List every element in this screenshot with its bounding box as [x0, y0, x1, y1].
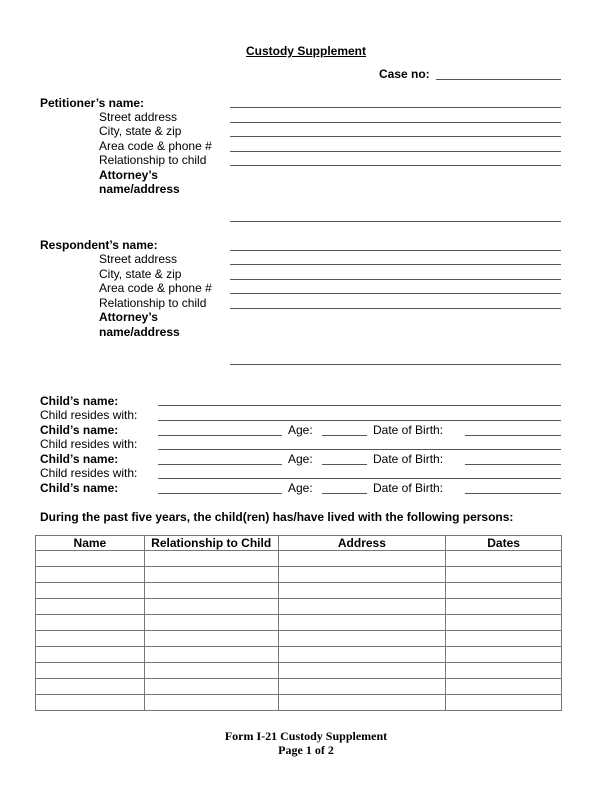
petitioner-city-label: City, state & zip: [99, 124, 182, 138]
child-resides-field-2[interactable]: [158, 449, 561, 450]
petitioner-street-field[interactable]: [230, 122, 561, 123]
petitioner-street-label: Street address: [99, 110, 178, 124]
residence-history-table: [35, 535, 562, 711]
dates-cell[interactable]: [446, 663, 562, 679]
name-cell[interactable]: [36, 551, 145, 567]
name-cell[interactable]: [36, 567, 145, 583]
case-no-field[interactable]: [436, 79, 561, 80]
table-row: [36, 695, 562, 711]
relationship-cell[interactable]: [144, 695, 278, 711]
name-cell[interactable]: [36, 647, 145, 663]
address-cell[interactable]: [278, 567, 446, 583]
petitioner-phone-field[interactable]: [230, 151, 561, 152]
respondent-street-field[interactable]: [230, 264, 561, 265]
column-header-name: Name: [36, 536, 145, 551]
table-row: [36, 631, 562, 647]
table-row: [36, 551, 562, 567]
address-cell[interactable]: [278, 551, 446, 567]
name-cell[interactable]: [36, 583, 145, 599]
child-resides-label-2: Child resides with:: [40, 437, 138, 451]
petitioner-name-label: Petitioner’s name:: [40, 96, 145, 110]
name-cell[interactable]: [36, 695, 145, 711]
column-header-address: Address: [278, 536, 446, 551]
child-age-field-2[interactable]: [322, 435, 367, 436]
footer-page-number: Page 1 of 2: [278, 743, 334, 757]
petitioner-relationship-field[interactable]: [230, 165, 561, 166]
child-age-field-4[interactable]: [322, 493, 367, 494]
respondent-name-field[interactable]: [230, 250, 561, 251]
table-row: [36, 583, 562, 599]
petitioner-city-field[interactable]: [230, 136, 561, 137]
table-row: [36, 663, 562, 679]
column-header-relationship: Relationship to Child: [144, 536, 278, 551]
dates-cell[interactable]: [446, 679, 562, 695]
column-header-dates: Dates: [446, 536, 562, 551]
child-dob-field-3[interactable]: [465, 464, 561, 465]
respondent-attorney-label-2: name/address: [99, 325, 180, 339]
table-header-row: [36, 536, 562, 551]
address-cell[interactable]: [278, 695, 446, 711]
relationship-cell[interactable]: [144, 647, 278, 663]
dates-cell[interactable]: [446, 615, 562, 631]
dates-cell[interactable]: [446, 647, 562, 663]
child-dob-label-3: Date of Birth:: [373, 452, 444, 466]
form-title: Custody Supplement: [245, 44, 366, 58]
address-cell[interactable]: [278, 631, 446, 647]
child-dob-field-4[interactable]: [465, 493, 561, 494]
child-name-label-3: Child’s name:: [40, 452, 119, 466]
respondent-name-label: Respondent’s name:: [40, 238, 158, 252]
petitioner-attorney-label-1: Attorney’s: [99, 168, 158, 182]
address-cell[interactable]: [278, 647, 446, 663]
name-cell[interactable]: [36, 631, 145, 647]
address-cell[interactable]: [278, 679, 446, 695]
child-resides-label-3: Child resides with:: [40, 466, 138, 480]
dates-cell[interactable]: [446, 599, 562, 615]
footer-form-id: Form I-21 Custody Supplement: [224, 729, 388, 743]
name-cell[interactable]: [36, 599, 145, 615]
respondent-city-label: City, state & zip: [99, 267, 182, 281]
table-row: [36, 567, 562, 583]
name-cell[interactable]: [36, 615, 145, 631]
respondent-city-field[interactable]: [230, 279, 561, 280]
table-row: [36, 647, 562, 663]
respondent-phone-field[interactable]: [230, 293, 561, 294]
address-cell[interactable]: [278, 583, 446, 599]
child-age-field-3[interactable]: [322, 464, 367, 465]
child-name-field-1[interactable]: [158, 405, 561, 406]
child-resides-label-1: Child resides with:: [40, 408, 138, 422]
child-name-label-1: Child’s name:: [40, 394, 119, 408]
child-age-label-4: Age:: [288, 481, 313, 495]
relationship-cell[interactable]: [144, 663, 278, 679]
name-cell[interactable]: [36, 679, 145, 695]
relationship-cell[interactable]: [144, 631, 278, 647]
history-heading: During the past five years, the child(ren) has/have lived with the following persons:: [40, 510, 514, 524]
petitioner-name-field[interactable]: [230, 107, 561, 108]
table-row: [36, 679, 562, 695]
respondent-phone-label: Area code & phone #: [99, 281, 212, 295]
dates-cell[interactable]: [446, 631, 562, 647]
dates-cell[interactable]: [446, 567, 562, 583]
address-cell[interactable]: [278, 599, 446, 615]
respondent-relationship-label: Relationship to child: [99, 296, 207, 310]
table-row: [36, 615, 562, 631]
table-body: [36, 551, 562, 711]
child-resides-field-3[interactable]: [158, 478, 561, 479]
respondent-attorney-label-1: Attorney’s: [99, 310, 158, 324]
address-cell[interactable]: [278, 615, 446, 631]
name-cell[interactable]: [36, 663, 145, 679]
dates-cell[interactable]: [446, 695, 562, 711]
respondent-attorney-field[interactable]: [230, 364, 561, 365]
petitioner-relationship-label: Relationship to child: [99, 153, 207, 167]
child-name-field-3[interactable]: [158, 464, 282, 465]
relationship-cell[interactable]: [144, 551, 278, 567]
child-name-field-4[interactable]: [158, 493, 282, 494]
child-dob-label-2: Date of Birth:: [373, 423, 444, 437]
respondent-street-label: Street address: [99, 252, 178, 266]
child-name-field-2[interactable]: [158, 435, 282, 436]
child-age-label-3: Age:: [288, 452, 313, 466]
case-no-label: Case no:: [379, 67, 430, 81]
petitioner-attorney-label-2: name/address: [99, 182, 180, 196]
dates-cell[interactable]: [446, 583, 562, 599]
child-dob-field-2[interactable]: [465, 435, 561, 436]
respondent-relationship-field[interactable]: [230, 308, 561, 309]
address-cell[interactable]: [278, 663, 446, 679]
child-name-label-4: Child’s name:: [40, 481, 119, 495]
table-row: [36, 599, 562, 615]
child-dob-label-4: Date of Birth:: [373, 481, 444, 495]
relationship-cell[interactable]: [144, 679, 278, 695]
petitioner-phone-label: Area code & phone #: [99, 139, 212, 153]
child-resides-field-1[interactable]: [158, 420, 561, 421]
dates-cell[interactable]: [446, 551, 562, 567]
relationship-cell[interactable]: [144, 583, 278, 599]
petitioner-attorney-field[interactable]: [230, 221, 561, 222]
relationship-cell[interactable]: [144, 567, 278, 583]
relationship-cell[interactable]: [144, 599, 278, 615]
relationship-cell[interactable]: [144, 615, 278, 631]
child-name-label-2: Child’s name:: [40, 423, 119, 437]
child-age-label-2: Age:: [288, 423, 313, 437]
